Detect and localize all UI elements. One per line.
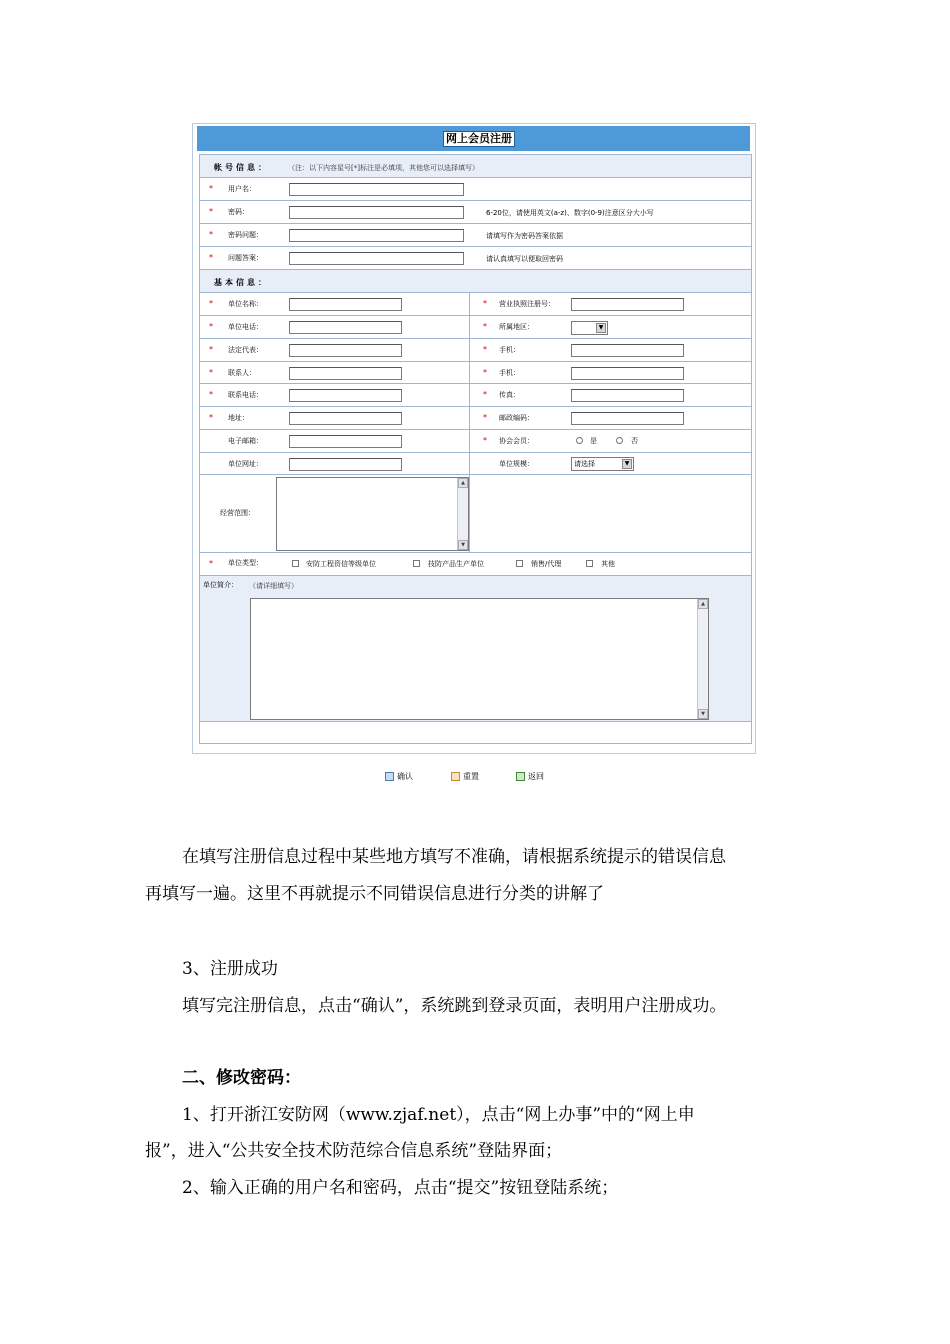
business-scope-row (200, 475, 751, 553)
legal-rep-label: 法定代表： (228, 346, 263, 354)
confirm-icon (385, 772, 394, 781)
required-mark: * (209, 390, 213, 399)
back-arrow-icon (516, 772, 525, 781)
mobile-label-2: 手机： (499, 369, 520, 377)
unit-type-checkbox[interactable] (516, 560, 523, 567)
answer-row (200, 247, 751, 270)
form-row (200, 430, 751, 453)
intro-label: 单位简介： (203, 581, 238, 589)
contact-label: 联系人： (228, 369, 256, 377)
required-mark: * (209, 322, 213, 331)
license-no-label: 营业执照注册号： (499, 300, 555, 308)
unit-type-option: 销售/代理 (531, 560, 562, 568)
scale-select-value: 请选择 (574, 460, 595, 468)
unit-type-option: 其他 (601, 560, 615, 568)
form-row (200, 407, 751, 430)
username-label: 用户名： (228, 185, 256, 193)
back-button[interactable] (516, 770, 544, 782)
required-mark: * (209, 184, 213, 193)
business-scope-textarea[interactable] (276, 477, 469, 551)
form-body (199, 154, 752, 744)
required-mark: * (209, 207, 213, 216)
chevron-down-icon: ▼ (622, 459, 632, 469)
unit-type-option: 安防工程资信等级单位 (306, 560, 376, 568)
website-input[interactable] (289, 458, 402, 471)
paragraph-line: 2、输入正确的用户名和密码，点击“提交”按钮登陆系统； (182, 1178, 619, 1198)
required-mark: * (209, 230, 213, 239)
scrollbar[interactable] (697, 599, 708, 719)
scroll-up-icon[interactable]: ▲ (458, 478, 468, 488)
scale-select[interactable] (571, 457, 634, 471)
required-mark: * (483, 345, 487, 354)
mobile-label: 手机： (499, 346, 520, 354)
required-mark: * (209, 253, 213, 262)
contact-phone-label: 联系电话： (228, 391, 263, 399)
confirm-label: 确认 (397, 772, 413, 781)
section2-title: 二、修改密码： (182, 1068, 301, 1088)
intro-row (200, 576, 751, 722)
unit-type-checkbox[interactable] (292, 560, 299, 567)
member-yes-label: 是 (590, 437, 597, 445)
intro-note: （请详细填写） (249, 582, 298, 590)
paragraph-line: 再填写一遍。这里不再就提示不同错误信息进行分类的讲解了 (145, 884, 604, 904)
answer-input[interactable] (289, 252, 464, 265)
address-input[interactable] (289, 412, 402, 425)
required-mark: * (209, 559, 213, 568)
password-label: 密码： (228, 208, 249, 216)
address-label: 地址： (228, 414, 249, 422)
form-title: 网上会员注册 (443, 131, 515, 147)
form-row (200, 316, 751, 339)
scale-label: 单位规模： (499, 460, 534, 468)
step3-text: 填写完注册信息，点击“确认”，系统跳到登录页面，表明用户注册成功。 (182, 996, 727, 1016)
form-row (200, 362, 751, 384)
chevron-down-icon: ▼ (596, 323, 606, 333)
username-row (200, 178, 751, 201)
legal-rep-input[interactable] (289, 344, 402, 357)
password-row (200, 201, 751, 224)
member-no-radio[interactable] (616, 437, 623, 444)
region-label: 所属地区： (499, 323, 534, 331)
unit-type-option: 技防产品生产单位 (428, 560, 484, 568)
unit-type-row (200, 553, 751, 576)
scroll-up-icon[interactable]: ▲ (698, 599, 708, 609)
mobile-input[interactable] (571, 344, 684, 357)
basic-section-title: 基本信息： (214, 278, 269, 287)
region-select[interactable] (571, 321, 608, 335)
unit-type-checkbox[interactable] (413, 560, 420, 567)
unit-phone-label: 单位电话： (228, 323, 263, 331)
reset-button[interactable] (451, 770, 479, 782)
member-no-label: 否 (631, 437, 638, 445)
reset-icon (451, 772, 460, 781)
account-section-note: （注：以下内容星号[*]标注是必填项，其他您可以选择填写） (288, 164, 479, 172)
required-mark: * (483, 436, 487, 445)
license-no-input[interactable] (571, 298, 684, 311)
required-mark: * (483, 322, 487, 331)
website-label: 单位网址： (228, 460, 263, 468)
registration-form-screenshot (192, 123, 756, 754)
required-mark: * (209, 299, 213, 308)
required-mark: * (209, 413, 213, 422)
required-mark: * (483, 390, 487, 399)
password-input[interactable] (289, 206, 464, 219)
required-mark: * (209, 345, 213, 354)
form-row (200, 384, 751, 407)
required-mark: * (483, 368, 487, 377)
postcode-input[interactable] (571, 412, 684, 425)
password-question-input[interactable] (289, 229, 464, 242)
password-question-row (200, 224, 751, 247)
required-mark: * (483, 413, 487, 422)
password-question-hint: 请填写作为密码答案依据 (486, 232, 563, 240)
form-row (200, 293, 751, 316)
username-input[interactable] (289, 183, 464, 196)
unit-name-label: 单位名称： (228, 300, 263, 308)
fax-label: 传真： (499, 391, 520, 399)
contact-input[interactable] (289, 367, 402, 380)
required-mark: * (209, 368, 213, 377)
scrollbar[interactable] (457, 478, 468, 550)
unit-type-label: 单位类型： (228, 559, 263, 567)
account-section-title: 帐号信息： (214, 163, 269, 172)
answer-label: 问题答案： (228, 254, 263, 262)
fax-input[interactable] (571, 389, 684, 402)
answer-hint: 请认真填写以便取回密码 (486, 255, 563, 263)
account-section-header (200, 155, 751, 178)
form-row (200, 453, 751, 475)
form-row (200, 339, 751, 362)
column-divider (469, 475, 470, 552)
basic-section-header (200, 270, 751, 293)
unit-name-input[interactable] (289, 298, 402, 311)
email-input[interactable] (289, 435, 402, 448)
scroll-down-icon[interactable]: ▼ (458, 540, 468, 550)
contact-phone-input[interactable] (289, 389, 402, 402)
intro-textarea[interactable] (250, 598, 709, 720)
back-label: 返回 (528, 772, 544, 781)
paragraph-line: 报”，进入“公共安全技术防范综合信息系统”登陆界面； (145, 1141, 563, 1161)
reset-label: 重置 (463, 772, 479, 781)
paragraph-line: 1、打开浙江安防网（www.zjaf.net），点击“网上办事”中的“网上申 (182, 1105, 695, 1125)
unit-phone-input[interactable] (289, 321, 402, 334)
email-label: 电子邮箱： (228, 437, 263, 445)
required-mark: * (483, 299, 487, 308)
member-label: 协会会员： (499, 437, 534, 445)
confirm-button[interactable] (385, 770, 413, 782)
business-scope-label: 经营范围： (220, 509, 255, 517)
paragraph-line: 在填写注册信息过程中某些地方填写不准确，请根据系统提示的错误信息 (182, 847, 726, 867)
password-hint: 6-20位，请使用英文(a-z)、数字(0-9)注意区分大小写 (486, 209, 654, 217)
member-yes-radio[interactable] (576, 437, 583, 444)
scroll-down-icon[interactable]: ▼ (698, 709, 708, 719)
postcode-label: 邮政编码： (499, 414, 534, 422)
password-question-label: 密码问题： (228, 231, 263, 239)
form-title-bar (197, 126, 750, 151)
mobile-input-2[interactable] (571, 367, 684, 380)
step3-title: 3、注册成功 (182, 959, 278, 979)
unit-type-checkbox[interactable] (586, 560, 593, 567)
